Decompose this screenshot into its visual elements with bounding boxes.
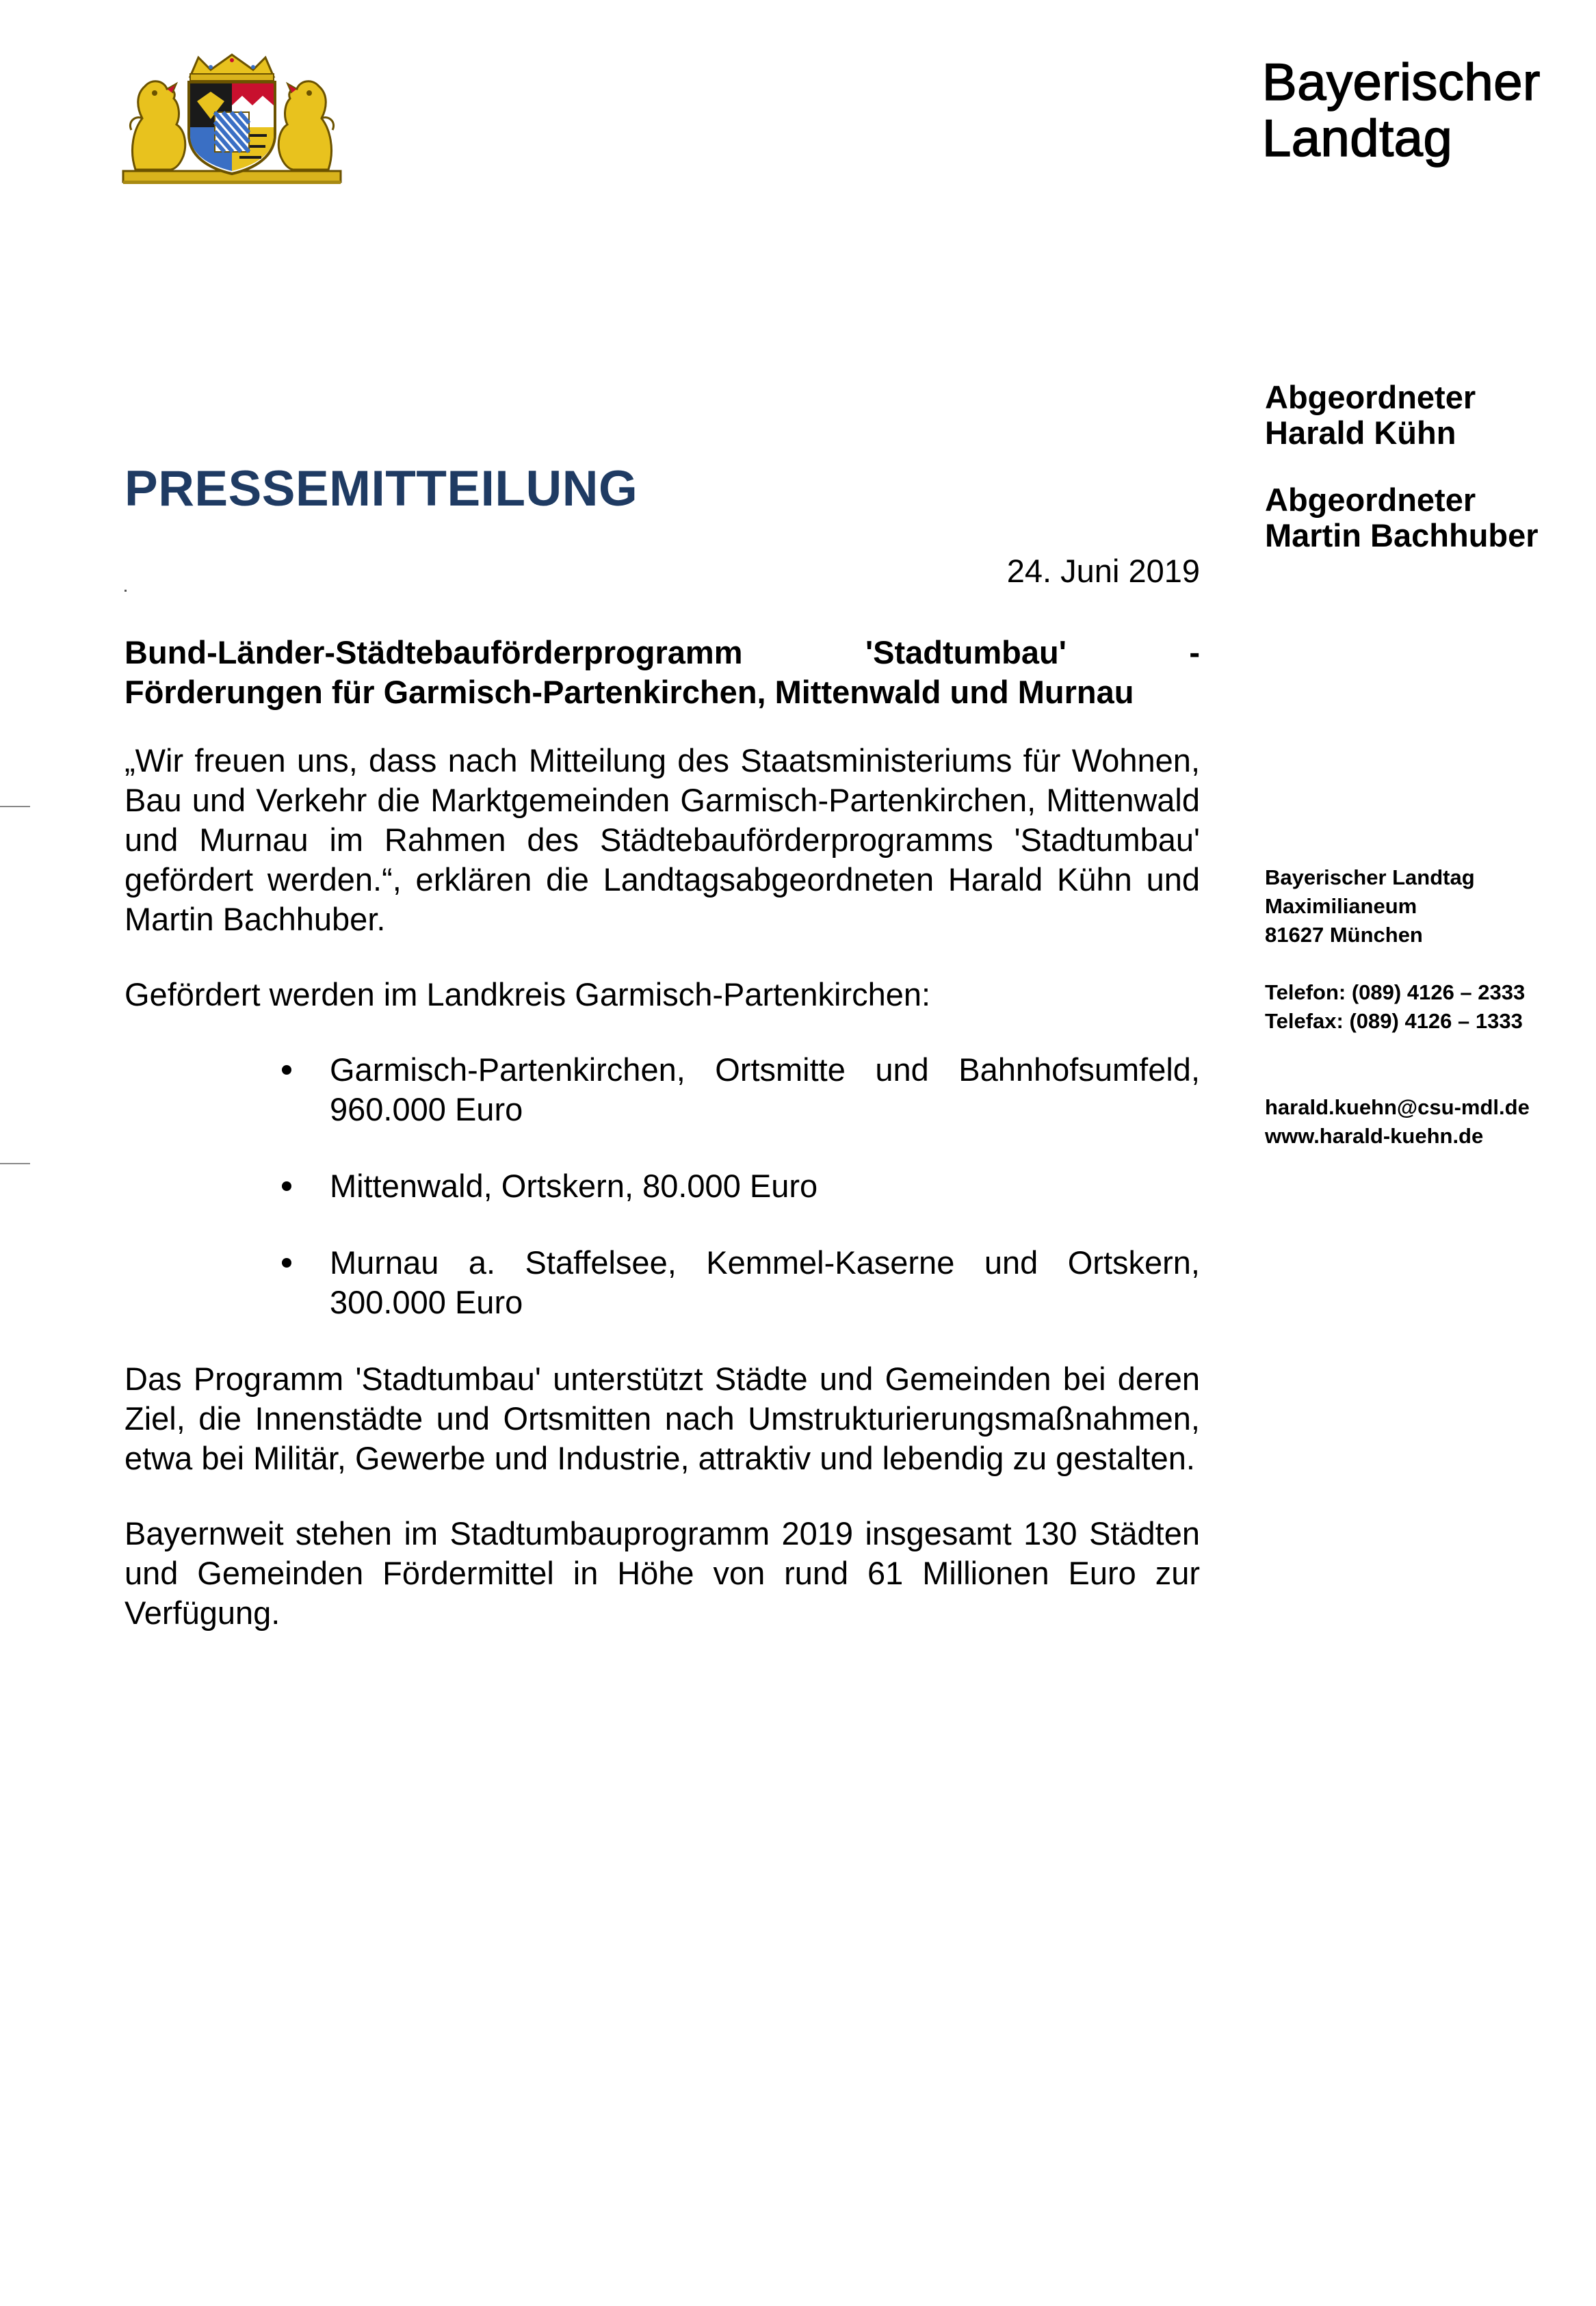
contact-web [1265, 1093, 1530, 1151]
website-link[interactable]: www.harald-kuehn.de [1265, 1124, 1484, 1148]
address-line: Bayerischer Landtag [1265, 865, 1475, 889]
contact-address [1265, 863, 1475, 949]
landtag-logo-line-2: Landtag [1262, 109, 1453, 168]
headline-line-2: Förderungen für Garmisch-Partenkirchen, Mittenwald und Murnau [125, 674, 1134, 710]
list-item-text: Murnau a. Staffelsee, Kemmel-Kaserne und Ortskern, 300.000 Euro [330, 1244, 1200, 1320]
bullet-icon [282, 1181, 291, 1191]
headline-part: 'Stadtumbau' [865, 634, 1067, 670]
list-item-text: Mittenwald, Ortskern, 80.000 Euro [330, 1168, 818, 1204]
page-title: PRESSEMITTEILUNG [125, 461, 638, 516]
press-content [125, 633, 1200, 1668]
paragraph-intro-list: Gefördert werden im Landkreis Garmisch-Partenkirchen: [125, 976, 931, 1012]
list-item [125, 1050, 1200, 1129]
fold-mark [0, 1163, 30, 1164]
bullet-icon [282, 1065, 291, 1075]
member-name: Harald Kühn [1265, 415, 1456, 451]
headline [125, 633, 1200, 712]
address-line: 81627 München [1265, 923, 1423, 947]
bullet-icon [282, 1258, 291, 1268]
email-link[interactable]: harald.kuehn@csu-mdl.de [1265, 1095, 1530, 1119]
phone-line: Telefon: (089) 4126 – 2333 [1265, 980, 1526, 1004]
dot-mark [125, 590, 127, 592]
sidebar-members [1265, 380, 1580, 585]
list-item [125, 1166, 1200, 1206]
press-date: 24. Juni 2019 [1006, 553, 1200, 589]
member-role: Abgeordneter [1265, 379, 1476, 415]
member-kuehn [1265, 380, 1580, 451]
paragraph-bavaria: Bayernweit stehen im Stadtumbauprogramm 2019 insgesamt 130 Städten und Gemeinden Fördermittel in Höhe von rund 61 Millionen Euro zur Verfügung. [125, 1515, 1200, 1631]
headline-part: - [1189, 634, 1200, 670]
landtag-logo [1262, 55, 1541, 167]
paragraph-program: Das Programm 'Stadtumbau' unterstützt Städte und Gemeinden bei deren Ziel, die Innenstädte und Ortsmitten nach Umstrukturierungsmaßnahmen, etwa bei Militär, Gewerbe und Industrie, attraktiv und lebendig zu gestalten. [125, 1361, 1200, 1476]
fold-mark [0, 806, 30, 807]
member-bachhuber [1265, 482, 1580, 553]
paragraph-quote: „Wir freuen uns, dass nach Mitteilung des Staatsministeriums für Wohnen, Bau und Verkehr die Marktgemeinden Garmisch-Partenkirchen, Mittenwald und Murnau im Rahmen des Städtebauförderprogramms 'Stadtumbau' gefördert werden.“, erklären die Landtagsabgeordneten Harald Kühn und Martin Bachhuber. [125, 742, 1200, 937]
contact-phone [1265, 978, 1525, 1036]
list-item [125, 1243, 1200, 1322]
landtag-logo-line-1: Bayerischer [1262, 53, 1541, 112]
headline-part: Bund-Länder-Städtebauförderprogramm [125, 634, 743, 670]
headline-line-1 [125, 633, 1200, 672]
member-role: Abgeordneter [1265, 482, 1476, 518]
member-name: Martin Bachhuber [1265, 517, 1539, 553]
list-item-text: Garmisch-Partenkirchen, Ortsmitte und Bahnhofsumfeld, 960.000 Euro [330, 1051, 1200, 1127]
address-line: Maximilianeum [1265, 894, 1417, 918]
bavarian-coat-of-arms-icon [122, 53, 342, 187]
funding-list [125, 1050, 1200, 1322]
fax-line: Telefax: (089) 4126 – 1333 [1265, 1009, 1523, 1033]
